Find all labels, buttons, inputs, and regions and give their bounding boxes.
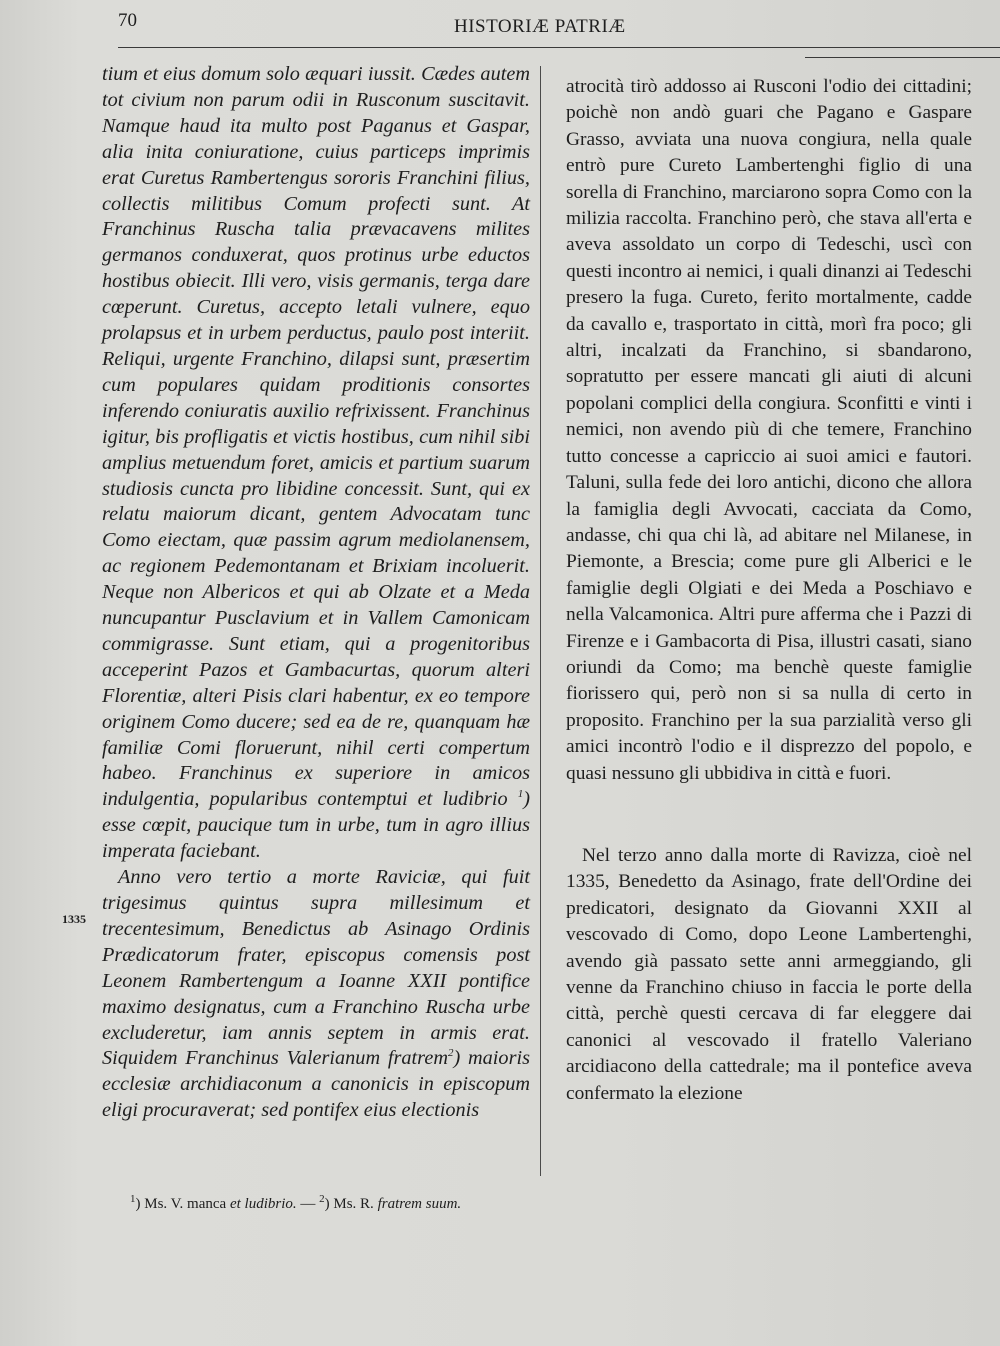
running-title: HISTORIÆ PATRIÆ <box>454 16 626 37</box>
footnote-separator: — <box>296 1196 320 1212</box>
footnote-1-marker: 1 <box>130 1193 136 1205</box>
latin-paragraph-2 <box>102 865 530 1124</box>
margin-year-note: 1335 <box>62 912 86 926</box>
page-number: 70 <box>118 10 137 31</box>
footnote-marker-2: 2 <box>447 1047 454 1060</box>
italian-paragraph-1: atrocità tirò addosso ai Rusconi l'odio dei cittadini; poichè non andò guari che Pagano e Gaspare Grasso, avviata una nuova congiura, nella quale entrò pure Cureto Lambertenghi figlio di una sorella di Franchino, marciarono sopra Como con la milizia raccolta. Franchino però, che stava all'erta e aveva assoldato un corpo di Tedeschi, uscì con questi incontro ai nemici, i quali dinanzi ai Tedeschi presero la fuga. Cureto, ferito mortalmente, cadde da cavallo e, trasportato in città, morì fra poco; gli altri, incalzati da Franchino, si sbandarono, sopratutto per essere mancati gli aiuti di alcuni popolani complici della congiura. Sconfitti e vinti i nemici, non avendo più di che temere, Franchino tutto concesse a capriccio ai suoi amici e fautori. Taluni, sulla fede dei loro antichi, dicono che allora la famiglia degli Avvocati, cacciata da Como, andasse, chi qua chi là, ad abitare nel Milanese, in Piemonte, a Brescia; come pure gli Alberici e le famiglie degli Olgiati e dei Meda a Poschiavo e nella Valcamonica. Altri pure afferma che i Pazzi di Firenze e i Gambacorta di Pisa, illustri casati, siano oriundi da Como; ma benchè queste famiglie fiorissero qui, però non si sa nulla di certo in proposito. Franchino per la sua parzialità verso gli amici incontrò l'odio e il disprezzo del popolo, e quasi nessuno gli ubbidiva in città e fuori. <box>566 76 972 784</box>
italian-column <box>566 74 972 1107</box>
footnote-2-text: ) Ms. R. <box>324 1196 378 1212</box>
footnote-2-marker: 2 <box>319 1193 325 1205</box>
latin-paragraph-1-text: tium et eius domum solo æquari iussit. Cædes autem tot civium non parum odii in Rusconum suscitavit. Namque haud ita multo post Paganus et Gaspar, alia inita coniuratione, cuius particeps imprimis erat Curetus Rambertengus sororis Franchini filius, collectis militibus Comum profecti sunt. At Franchinus Ruscha talia prævacavens milites germanos conduxerat, quos protinus urbe eductos hostibus obiecit. Illi vero, visis germanis, terga dare cœperunt. Curetus, accepto letali vulnere, equo prolapsus et in urbem perductus, paulo post interiit. Reliqui, urgente Franchino, dilapsi sunt, præsertim cum populares quidam proditionis consortes inferendo coniuratis auxilio refrixissent. Franchinus igitur, bis profligatis et victis hostibus, cum nihil sibi amplius metuendum foret, amicis et partium suarum studiosis cuncta pro libidine concessit. Sunt, qui ex relatu maiorum dicant, gentem Advocatam tunc Como eiectam, quæ passim agrum mediolanensem, ac regionem Pedemontanam et Brixiam incoluerit. Neque non Albericos et qui ab Olzate et a Meda nuncupantur Pusclavium et in Vallem Camonicam commigrasse. Sunt etiam, qui a progenitoribus acceperint Pazos et Gambacurtas, quorum alteri Florentiæ, alteri Pisis clari habentur, ex eo tempore originem Como ducere; sed ea de re, quanquam hæ familiæ Comi floruerunt, nihil certi compertum habeo. Franchinus ex superiore in amicos indulgentia, popularibus contemptui et ludibrio <box>102 63 530 811</box>
header-rule-secondary <box>805 57 1000 58</box>
footnotes <box>130 1193 770 1213</box>
paragraph-gap <box>566 787 972 843</box>
italian-paragraph-2: Nel terzo anno dalla morte di Ravizza, cioè nel 1335, Benedetto da Asinago, frate dell'Ordine dei predicatori, designato da Giovanni XXII al vescovado di Como, dopo Leone Lambertenghi, avendo già passato sette anni armeggiando, gli venne da Franchino chiuso in faccia le porte della città, perchè questi cercava di far eleggere dai canonici al vescovado il fratello Valeriano arcidiacono della cattedrale; ma il pontefice aveva confermato la elezione <box>566 844 972 1104</box>
header-rule <box>118 47 1000 48</box>
footnote-1-italic: et ludibrio. <box>229 1196 297 1212</box>
latin-paragraph-1 <box>102 62 530 865</box>
latin-paragraph-2-end: ) maioris ecclesiæ archidiaconum a canonicis in episcopum eligi procuraverat; sed pontifex eius electionis <box>102 1047 530 1122</box>
column-divider <box>540 66 541 1176</box>
footnote-marker-1: 1 <box>517 788 524 801</box>
footnote-1-text: ) Ms. V. manca <box>135 1196 230 1212</box>
latin-column <box>102 62 530 1124</box>
latin-paragraph-1-end: ) esse cœpit, paucique tum in urbe, tum in agro illius imperata faciebant. <box>102 788 530 863</box>
page-header <box>118 6 968 42</box>
footnote-2-italic: fratrem suum. <box>377 1196 462 1212</box>
latin-paragraph-2-text: Anno vero tertio a morte Raviciæ, qui fuit trigesimus quintus supra millesimum et trecentesimum, Benedictus ab Asinago Ordinis Prædicatorum frater, episcopus comensis post Leonem Rambertengum a Ioanne XXII pontifice maximo designatus, cum a Franchino Ruscha urbe excluderetur, iam annis septem in armis erat. Siquidem Franchinus Valerianum fratrem <box>102 866 530 1070</box>
